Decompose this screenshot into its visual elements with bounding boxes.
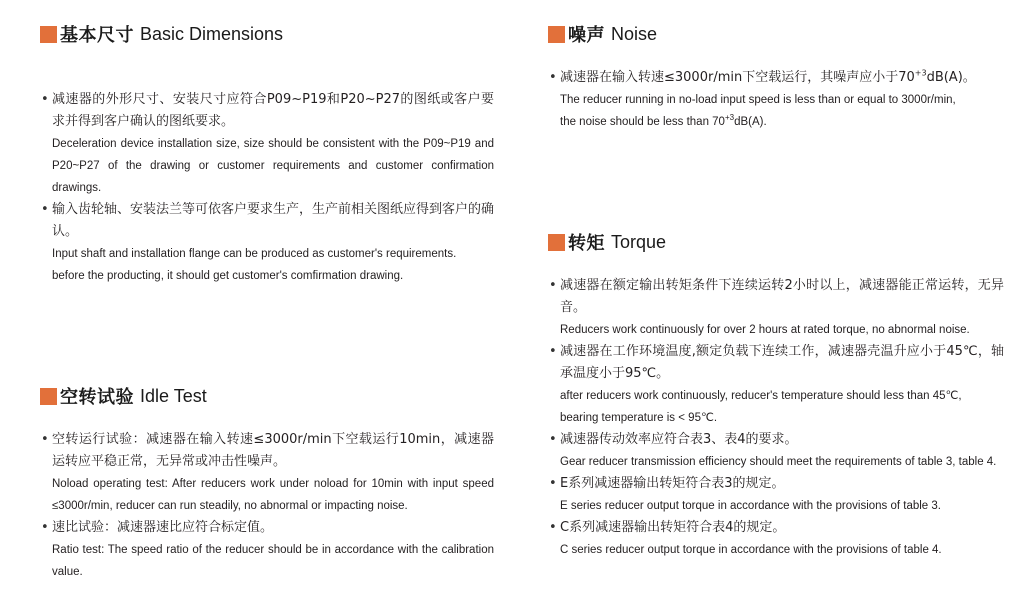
section-marker-icon [40,388,57,405]
bullet-icon: • [549,520,557,535]
item-en: Ratio test: The speed ratio of the reducer should be in accordance with the calibration value. [52,544,494,578]
list-item [548,275,1004,341]
list-item [548,473,1004,517]
item-cn: C系列减速器输出转矩符合表4的规定。 [560,520,786,535]
item-cn [560,67,1004,89]
list-item [548,341,1004,429]
list-item [40,429,494,517]
item-en: Noload operating test: After reducers work under noload for 10min with input speed ≤3000r/min, reducer can run steadily, no abnormal or impacting noise. [52,478,494,512]
item-en-line1: The reducer running in no-load input speed is less than or equal to 3000r/min, [560,94,956,106]
item-en: Deceleration device installation size, size should be consistent with the P09~P19 and P20~P27 of the drawing or customer requirements and customer confirmation drawings. [52,138,494,194]
noise-en-text: the noise should be less than 70 [560,116,725,128]
item-cn: 减速器的外形尺寸、安装尺寸应符合P09~P19和P20~P27的图纸或客户要求并得到客户确认的图纸要求。 [52,92,494,129]
item-cn: 速比试验：减速器速比应符合标定值。 [52,520,274,535]
idle-test-section [40,383,494,583]
torque-heading [548,229,1004,255]
basic-dimensions-heading [40,21,494,47]
item-cn: 减速器传动效率应符合表3、表4的要求。 [560,432,798,447]
heading-en: Torque [611,231,667,252]
section-marker-icon [548,26,565,43]
bullet-icon: • [41,202,49,217]
item-cn: E系列减速器输出转矩符合表3的规定。 [560,476,785,491]
bullet-icon: • [41,432,49,447]
bullet-icon: • [549,278,557,293]
bullet-icon: • [41,92,49,107]
bullet-icon: • [549,476,557,491]
heading-cn: 噪声 [568,25,605,46]
noise-heading [548,21,1004,47]
noise-cn-text: 减速器在输入转速≤3000r/min下空载运行，其噪声应小于70 [560,70,915,85]
item-en: Reducers work continuously for over 2 hours at rated torque, no abnormal noise. [560,324,970,336]
list-item [548,517,1004,561]
bullet-icon: • [549,70,557,85]
heading-cn: 转矩 [568,233,605,254]
heading-cn: 空转试验 [60,387,134,408]
item-en-line1: Input shaft and installation flange can be produced as customer's requirements. [52,248,457,260]
list-item [40,517,494,583]
noise-cn-unit: dB(A)。 [926,70,976,85]
list-item [548,429,1004,473]
noise-cn-superscript: +3 [914,68,927,78]
item-en-line1: after reducers work continuously, reducer's temperature should less than 45℃, [560,390,962,402]
noise-section [548,21,1004,133]
item-cn: 空转运行试验：减速器在输入转速≤3000r/min下空载运行10min，减速器运转应平稳正常，无异常或冲击性噪声。 [52,432,494,469]
item-cn: 输入齿轮轴、安装法兰等可依客户要求生产，生产前相关图纸应得到客户的确认。 [52,202,495,239]
torque-section [548,229,1004,561]
item-en: Gear reducer transmission efficiency should meet the requirements of table 3, table 4. [560,456,997,468]
item-en: C series reducer output torque in accordance with the provisions of table 4. [560,544,942,556]
basic-dimensions-section [40,21,494,287]
section-marker-icon [40,26,57,43]
heading-en: Idle Test [140,385,207,406]
bullet-icon: • [549,344,557,359]
item-en-line2: before the producting, it should get customer's comfirmation drawing. [52,270,404,282]
noise-en-superscript: +3 [724,113,735,123]
item-en-line2: bearing temperature is < 95℃. [560,412,718,424]
list-item [548,67,1004,133]
heading-en: Basic Dimensions [140,23,284,44]
heading-cn: 基本尺寸 [60,25,134,46]
section-marker-icon [548,234,565,251]
bullet-icon: • [549,432,557,447]
item-en: E series reducer output torque in accordance with the provisions of table 3. [560,500,941,512]
heading-en: Noise [611,23,658,44]
bullet-icon: • [41,520,49,535]
item-en-line2 [560,111,1004,133]
noise-en-unit: dB(A). [734,116,767,128]
idle-test-heading [40,383,494,409]
list-item [40,199,494,287]
item-cn: 减速器在额定输出转矩条件下连续运转2小时以上，减速器能正常运转，无异音。 [560,278,1004,315]
list-item [40,89,494,199]
item-cn: 减速器在工作环境温度,额定负载下连续工作，减速器壳温升应小于45℃，轴承温度小于95℃。 [560,344,1004,381]
